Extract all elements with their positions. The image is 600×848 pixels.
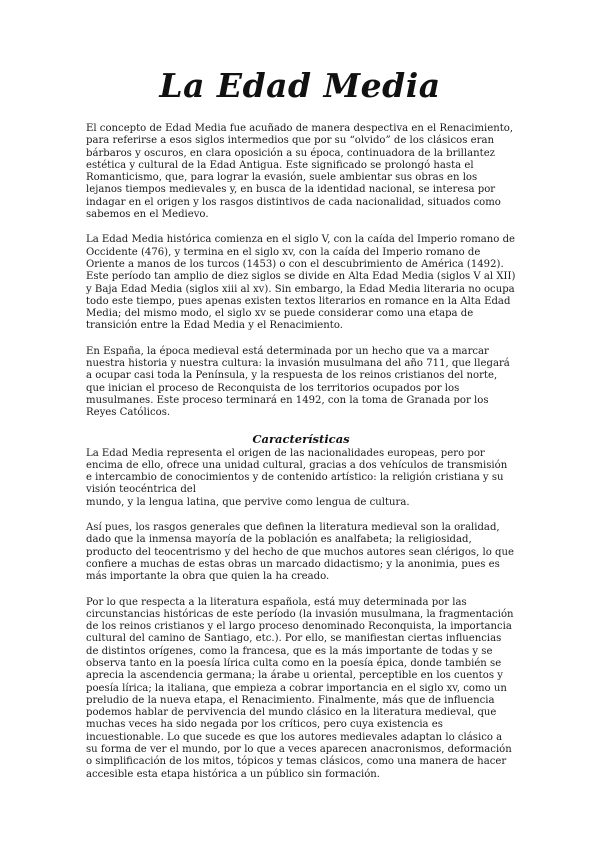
paragraph-unity: La Edad Media representa el origen de las nacionalidades europeas, pero por encima de ello, ofrece una unidad cultural, gracias a dos vehículos de transmisión e intercambio de conocimientos y de contenido artístico: la religión cristiana y su visión teocéntrica del xyxy=(86,447,508,496)
document-title: La Edad Media xyxy=(159,66,441,105)
paragraph-history: La Edad Media histórica comienza en el siglo V, con la caída del Imperio romano de Occidente (476), y termina en el siglo xv, con la caída del Imperio romano de Oriente a manos de los turcos (1453) o con el descubrimiento de América (1492). Este período tan amplio de diez siglos se divide en Alta Edad Media (siglos V al XII) y Baja Edad Media (siglos xiii al xv). Sin embargo, la Edad Media literaria no ocupa todo este tiempo, pues apenas existen textos literarios en romance en la Alta Edad Media; del mismo modo, el siglo xv se puede considerar como una etapa de transición entre la Edad Media y el Renacimiento. xyxy=(86,234,516,332)
paragraph-general-traits: Así pues, los rasgos generales que definen la literatura medieval son la oralidad, dado que la inmensa mayoría de la población es analfabeta; la religiosidad, producto del teocentrismo y del hecho de que muchos autores sean clérigos, lo que confiere a muchas de estas obras un marcado didactismo; y la anonimia, pues es más importante la obra que quien la ha creado. xyxy=(86,522,514,583)
paragraph-intro: El concepto de Edad Media fue acuñado de manera despectiva en el Renacimiento, para referirse a esos siglos intermedios que por su “olvido” de los clásicos eran bárbaros y oscuros, en clara oposición a su época, continuadora de la brillantez estética y cultural de la Edad Antigua. Este significado se prolongó hasta el Romanticismo, que, para lograr la evasión, suele ambientar sus obras en los lejanos tiempos medievales y, en busca de la identidad nacional, se interesa por indagar en el origen y los rasgos distintivos de cada nacionalidad, situados como sabemos en el Medievo. xyxy=(86,123,514,221)
document-body xyxy=(86,123,516,794)
section-heading: Características xyxy=(252,431,350,446)
paragraph-spanish-literature: Por lo que respecta a la literatura española, está muy determinada por las circunstancias históricas de este período (la invasión musulmana, la fragmentación de los reinos cristianos y el largo proceso denominado Reconquista, la importancia cultural del camino de Santiago, etc.). Por ello, se manifiestan ciertas influencias de distintos orígenes, como la francesa, que es la más importante de todas y se observa tanto en la poesía lírica culta como en la poesía épica, donde también se aprecia la ascendencia germana; la árabe u oriental, perceptible en los cuentos y poesía lírica; la italiana, que empieza a cobrar importancia en el siglo xv, como un preludio de la nueva etapa, el Renacimiento. Finalmente, más que de influencia podemos hablar de pervivencia del mundo clásico en la literatura medieval, que muchas veces ha sido negada por los críticos, pero cuya existencia es incuestionable. Lo que sucede es que los autores medievales adaptan lo clásico a su forma de ver el mundo, por lo que a veces aparecen anacronismos, deformación o simplificación de los mitos, tópicos y temas clásicos, como una manera de hacer accesible esta etapa histórica a un público sin formación. xyxy=(86,596,514,780)
paragraph-spain: En España, la época medieval está determinada por un hecho que va a marcar nuestra historia y nuestra cultura: la invasión musulmana del año 711, que llegará a ocupar casi toda la Península, y la respuesta de los reinos cristianos del norte, que inician el proceso de Reconquista de los territorios ocupados por los musulmanes. Este proceso terminará en 1492, con la toma de Granada por los Reyes Católicos. xyxy=(86,345,510,419)
paragraph-unity-continued: mundo, y la lengua latina, que pervive como lengua de cultura. xyxy=(86,496,410,508)
